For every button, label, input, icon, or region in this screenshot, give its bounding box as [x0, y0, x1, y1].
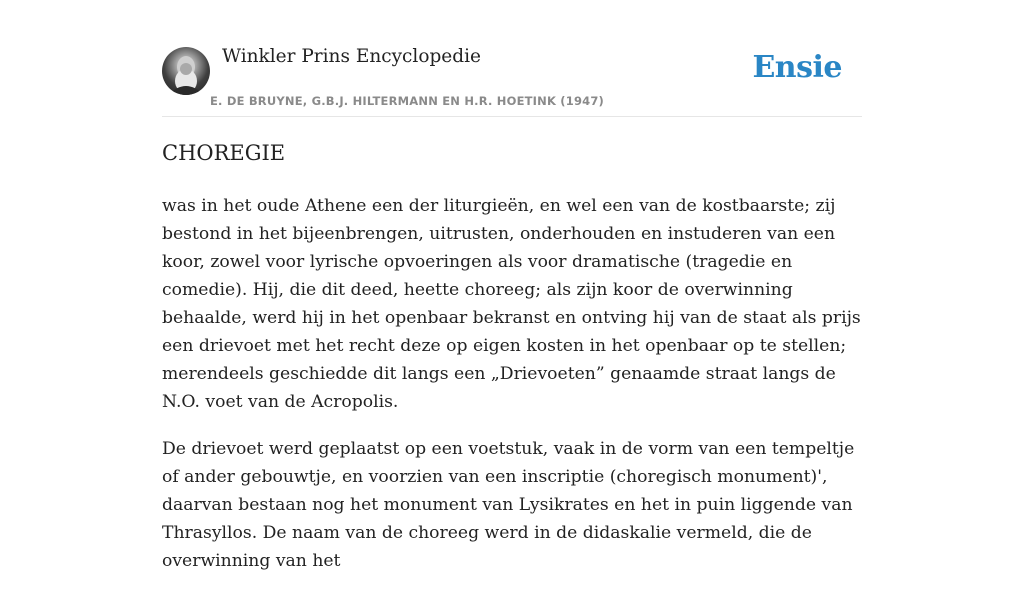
entry-body	[162, 192, 862, 594]
author-avatar[interactable]	[162, 47, 210, 95]
page-container	[162, 0, 862, 571]
entry-paragraph: was in het oude Athene een der liturgieën, en wel een van de kostbaarste; zij bestond in het bijeenbrengen, uitrusten, onderhouden en instuderen van een koor, zowel voor lyrische opvoeringen als voor dramatische (tragedie en comedie). Hij, die dit deed, heette choreeg; als zijn koor de overwinning behaalde, werd hij in het openbaar bekranst en ontving hij van de staat als prijs een drievoet met het recht deze op eigen kosten in het openbaar op te stellen; merendeels geschiedde dit langs een „Drievoeten” genaamde straat langs de N.O. voet van de Acropolis.	[162, 196, 861, 412]
header	[162, 0, 862, 117]
site-title[interactable]: Winkler Prins Encyclopedie	[222, 46, 481, 67]
authors-line: E. DE BRUYNE, G.B.J. HILTERMANN EN H.R. HOETINK (1947)	[210, 94, 605, 108]
ensie-logo-link[interactable]: Ensie	[752, 50, 842, 85]
entry-paragraph: De drievoet werd geplaatst op een voetstuk, vaak in de vorm van een tempeltje of ander gebouwtje, en voorzien van een inscriptie (choregisch monument)', daarvan bestaan nog het monument van Lysikrates en het in puin liggende van Thrasyllos. De naam van de choreeg werd in de didaskalie vermeld, die de overwinning van het	[162, 439, 855, 571]
portrait-icon	[162, 47, 210, 95]
entry-title: CHOREGIE	[162, 141, 286, 165]
